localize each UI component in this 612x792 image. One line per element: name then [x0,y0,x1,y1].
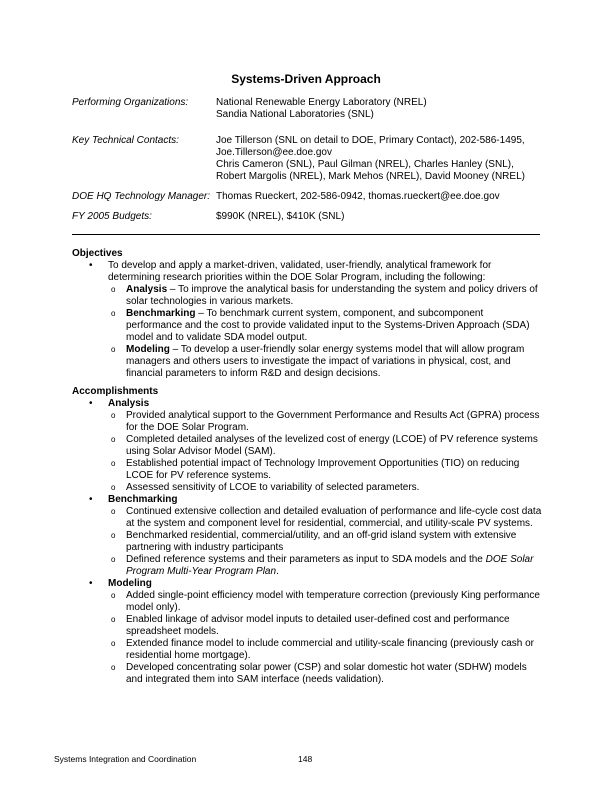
value: National Renewable Energy Laboratory (NREL) [216,97,427,108]
list-item [108,530,542,554]
section-heading: Objectives [72,248,123,259]
list-item [108,410,542,434]
list-item [108,482,542,494]
value: Robert Margolis (NREL), Mark Mehos (NREL), David Mooney (NREL) [216,171,525,182]
item-lead: Modeling [126,344,170,355]
item-text: Continued extensive collection and detailed evaluation of performance and life-cycle cost data at the system and component level for residential, commercial, and utility-scale PV systems. [126,506,542,529]
value: Joe Tillerson (SNL on detail to DOE, Primary Contact), 202-586-1495, [216,135,525,146]
item-text: Developed concentrating solar power (CSP) and solar domestic hot water (SDHW) models and integrated them into SAM interface (needs validation). [126,662,527,685]
list-item [72,260,542,380]
accomplishments-section [72,386,542,686]
item-text: Provided analytical support to the Government Performance and Results Act (GPRA) process for the DOE Solar Program. [126,410,540,433]
budgets [72,211,552,223]
circle-bullet-icon: o [111,411,116,420]
item-text: Completed detailed analyses of the levelized cost of energy (LCOE) of PV reference systems using Solar Advisor Model (SAM). [126,434,538,457]
list-item [108,638,542,662]
list-item-benchmarking [72,494,542,578]
list-item [108,590,542,614]
label: FY 2005 Budgets: [72,211,152,222]
value: Sandia National Laboratories (SNL) [216,109,374,120]
item-text: To develop and apply a market-driven, validated, user-friendly, analytical framework for determining research priorities within the DOE Solar Program, including the following: [108,260,492,283]
value: $990K (NREL), $410K (SNL) [216,211,345,222]
footer-section-name: Systems Integration and Coordination [54,754,197,764]
list-item [108,662,542,686]
circle-bullet-icon: o [111,483,116,492]
page-number: 148 [298,754,313,764]
value: Joe.Tillerson@ee.doe.gov [216,147,332,158]
list-item-modeling [72,578,542,686]
item-heading: Modeling [108,578,152,589]
technology-manager [72,191,552,203]
item-text: – To benchmark current system, component, and subcomponent performance and the cost to provide validated input to the Systems-Driven Approach (SDA) model and to validate SDA model output. [126,308,530,343]
item-text: – To improve the analytical basis for understanding the system and policy drivers of solar technologies in various markets. [126,284,538,307]
bullet-icon: • [89,398,93,409]
value: Chris Cameron (SNL), Paul Gilman (NREL), Charles Hanley (SNL), [216,159,514,170]
bullet-icon: • [89,578,93,589]
item-text: Benchmarked residential, commercial/utility, and an off-grid island system with extensive partnering with industry participants [126,530,517,553]
item-text: Added single-point efficiency model with temperature correction (previously King performance model only). [126,590,540,613]
label: DOE HQ Technology Manager: [72,191,211,202]
objectives-section [72,248,542,380]
label: Key Technical Contacts: [72,135,179,146]
divider [72,234,540,235]
list-item [108,308,542,344]
label: Performing Organizations: [72,97,189,108]
item-text: Established potential impact of Technology Improvement Opportunities (TIO) on reducing LCOE for PV reference systems. [126,458,520,481]
circle-bullet-icon: o [111,555,116,564]
circle-bullet-icon: o [111,345,116,354]
circle-bullet-icon: o [111,459,116,468]
circle-bullet-icon: o [111,435,116,444]
circle-bullet-icon: o [111,639,116,648]
list-item [108,506,542,530]
circle-bullet-icon: o [111,309,116,318]
page-title: Systems-Driven Approach [231,72,381,86]
list-item [108,458,542,482]
circle-bullet-icon: o [111,285,116,294]
section-heading: Accomplishments [72,386,159,397]
list-item [108,434,542,458]
list-item [108,614,542,638]
value: Thomas Rueckert, 202-586-0942, thomas.rueckert@ee.doe.gov [216,191,500,202]
item-heading: Analysis [108,398,150,409]
circle-bullet-icon: o [111,663,116,672]
circle-bullet-icon: o [111,507,116,516]
item-text: Defined reference systems and their parameters as input to SDA models and the [126,554,486,565]
bullet-icon: • [89,494,93,505]
item-heading: Benchmarking [108,494,178,505]
list-item [108,284,542,308]
performing-organizations [72,97,552,121]
list-item-analysis [72,398,542,494]
item-text: Assessed sensitivity of LCOE to variability of selected parameters. [126,482,420,493]
item-text: Enabled linkage of advisor model inputs to detailed user-defined cost and performance spreadsheet models. [126,614,510,637]
item-text: – To develop a user-friendly solar energy systems model that will allow program managers and others users to investigate the impact of variations in physical, cost, and financial parameters to inform R&D and design decisions. [126,344,525,379]
list-item [108,344,542,380]
circle-bullet-icon: o [111,615,116,624]
circle-bullet-icon: o [111,591,116,600]
key-technical-contacts [72,135,552,183]
item-lead: Benchmarking [126,308,196,319]
circle-bullet-icon: o [111,531,116,540]
item-text: Extended finance model to include commercial and utility-scale financing (previously cash or residential home mortgage). [126,638,534,661]
item-lead: Analysis [126,284,168,295]
list-item [108,554,542,578]
document-title: DOE Solar Program Multi-Year Program Plan [126,554,534,577]
item-text: . [276,566,279,577]
bullet-icon: • [89,260,93,271]
